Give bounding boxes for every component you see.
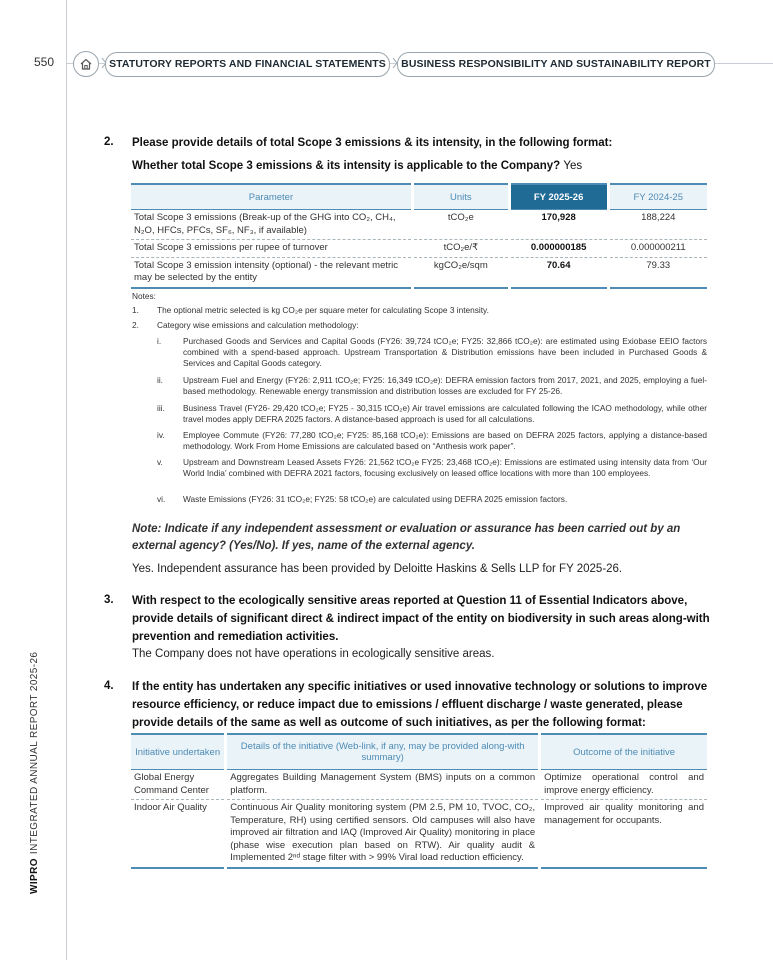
- table-header: Details of the initiative (Web-link, if any, may be provided along-with summary): [226, 734, 540, 770]
- applicability-answer: Yes: [563, 160, 583, 172]
- note-item: The optional metric selected is kg CO₂e per square meter for calculating Scope 3 intensity.: [157, 305, 489, 315]
- table-header: Initiative undertaken: [131, 734, 226, 770]
- applicability-line: Whether total Scope 3 emissions & its intensity is applicable to the Company? Yes: [132, 160, 583, 172]
- table-row: Indoor Air Quality Continuous Air Quality monitoring system (PM 2.5, PM 10, TVOC, CO₂, Temperature, RH) using certified sensors. Old campuses will also have improved air filtration and IAQ (Improved Air Quality) monitoring in place (phase wise execution plan based on RTW). Air quality audit & Implemented 2ⁿᵈ stage filter with > 99% Viral load reduction efficiency. Improved air quality monitoring and management for occupants.: [131, 800, 707, 868]
- table-row: Total Scope 3 emissions (Break-up of the GHG into CO₂, CH₄, N₂O, HFCs, PFCs, SF₆, NF₃, if available) tCO₂e 170,928 188,224: [131, 210, 707, 240]
- table-row: Total Scope 3 emissions per rupee of turnover tCO₂e/₹ 0.000000185 0.000000211: [131, 240, 707, 258]
- scope3-table: [131, 183, 707, 289]
- subnote-item: Waste Emissions (FY26: 31 tCO₂e; FY25: 58 tCO₂e) are calculated using DEFRA 2025 emission factors.: [183, 494, 568, 504]
- initiatives-table: [131, 733, 707, 869]
- question-text: Please provide details of total Scope 3 emissions & its intensity, in the following format:: [132, 137, 613, 149]
- question-number: 2.: [104, 136, 114, 148]
- table-header: FY 2024-25: [608, 184, 707, 210]
- home-icon: [79, 57, 93, 71]
- sidebar-label: WIPROINTEGRATED ANNUAL REPORT 2025-26: [29, 651, 40, 894]
- subnote-item: Employee Commute (FY26: 77,280 tCO₂e; FY25: 85,168 tCO₂e): Emissions are based on DEFRA 2025 factors, applying a distance-based methodology. Work From Home Emissions are calculated based on “Anthesis work paper”.: [183, 430, 707, 451]
- answer-text: The Company does not have operations in ecologically sensitive areas.: [132, 648, 495, 660]
- notes-title: Notes:: [132, 291, 156, 301]
- subnote-item: Business Travel (FY26- 29,420 tCO₂e; FY25 - 30,315 tCO₂e) Air travel emissions are calculated following the ICAO methodology, while other travel modes apply DEFRA 2025 factors. A distance-based approach is used for all calculations.: [183, 403, 707, 424]
- assurance-note-question: Note: Indicate if any independent assessment or evaluation or assurance has been carried out by an external agency? (Yes/No). If yes, name of the external agency.: [132, 523, 681, 552]
- subnote-item: Upstream Fuel and Energy (FY26: 2,911 tCO₂e; FY25: 16,349 tCO₂e): DEFRA emission factors from 2017, 2021, and 2025, employing a fuel-based methodology. Renewable energy transmission and distribution losses are excluded for FY 25-26.: [183, 375, 707, 396]
- question-text: With respect to the ecologically sensitive areas reported at Question 11 of Essential Indicators above, provide details of significant direct & indirect impact of the entity on biodiversity in such areas along-with prevention and remediation activities.: [132, 595, 710, 643]
- table-row: Global Energy Command Center Aggregates Building Management System (BMS) inputs on a common platform. Optimize operational control and improve energy efficiency.: [131, 770, 707, 800]
- brand-logo: WIPRO: [29, 858, 40, 894]
- table-row: Total Scope 3 emission intensity (optional) - the relevant metric may be selected by the entity kgCO₂e/sqm 70.64 79.33: [131, 257, 707, 288]
- table-header: FY 2025-26: [509, 184, 608, 210]
- question-number: 4.: [104, 680, 114, 692]
- assurance-answer: Yes. Independent assurance has been provided by Deloitte Haskins & Sells LLP for FY 2025-26.: [132, 563, 623, 575]
- breadcrumb-brsr[interactable]: BUSINESS RESPONSIBILITY AND SUSTAINABILITY REPORT: [397, 52, 715, 77]
- table-header: Parameter: [131, 184, 412, 210]
- subnote-item: Purchased Goods and Services and Capital Goods (FY26: 39,724 tCO₂e; FY25: 32,866 tCO₂e): are estimated using Exiobase EEIO factors combined with a spend-based approach. Upstream Transportation & Distribution emissions have been included in Purchased Goods & Services and Capital Goods category.: [183, 336, 707, 368]
- subnote-item: Upstream and Downstream Leased Assets FY26: 21,562 tCO₂e FY25: 23,468 tCO₂e): Emissions are estimated using intensity data from ‘Our World India’ combined with DEFRA 2021 factors, focusing exclusively on leased office locations with more than 100 employees.: [183, 457, 707, 478]
- table-header: Outcome of the initiative: [540, 734, 707, 770]
- page-number: 550: [34, 55, 55, 69]
- home-button[interactable]: [73, 51, 99, 77]
- question-number: 3.: [104, 594, 114, 606]
- table-header: Units: [412, 184, 509, 210]
- question-text: If the entity has undertaken any specific initiatives or used innovative technology or solutions to improve resource efficiency, or reduce impact due to emissions / effluent discharge / waste generated, please provide details of the same as well as outcome of such initiatives, as per the following format:: [132, 681, 708, 729]
- margin-rule: [66, 0, 67, 960]
- breadcrumb-statutory-reports[interactable]: STATUTORY REPORTS AND FINANCIAL STATEMENTS: [105, 52, 390, 77]
- note-item: Category wise emissions and calculation methodology:: [157, 320, 359, 330]
